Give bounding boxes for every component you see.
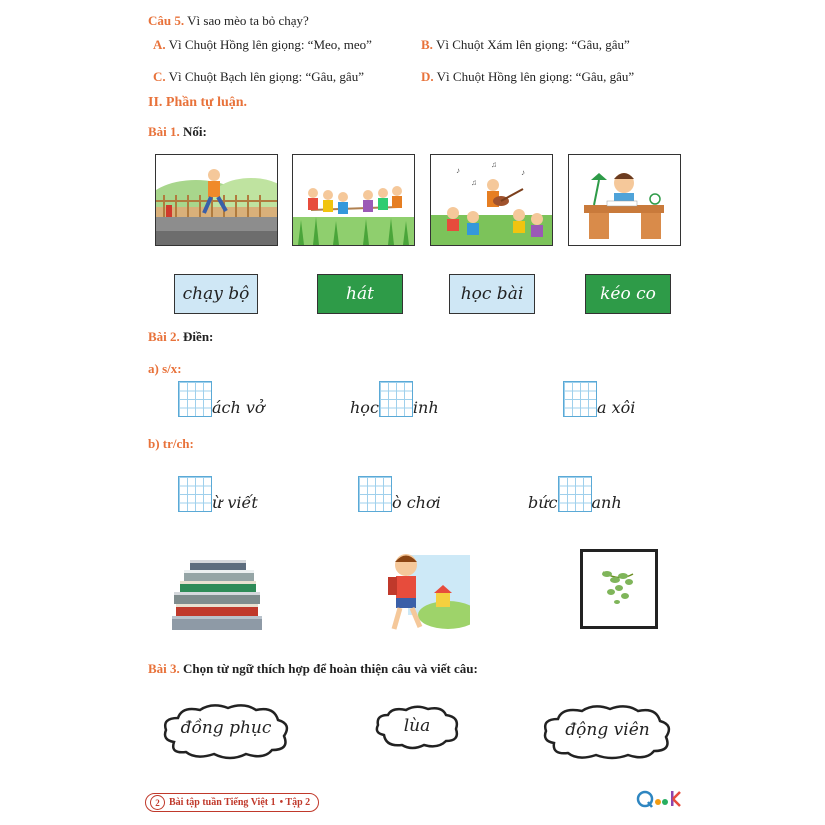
page-number: 2 xyxy=(150,795,165,810)
book-volume: • Tập 2 xyxy=(279,797,311,808)
word-box-hoc-bai[interactable]: học bài xyxy=(449,274,535,314)
exercise-2-label: Bài 2. xyxy=(148,329,180,344)
fill-item-a2 xyxy=(350,381,439,417)
option-a-letter: A. xyxy=(153,37,166,52)
exercise-3-label: Bài 3. xyxy=(148,661,180,676)
boy-with-backpack-picture xyxy=(378,545,470,635)
exercise-3-heading xyxy=(148,661,478,677)
fill-item-a1-after: ách vở xyxy=(212,398,265,417)
children-playing-picture xyxy=(292,154,415,246)
cloud-lua[interactable] xyxy=(372,703,462,751)
exercise-2-heading xyxy=(148,329,213,345)
cloud-dong-phuc-text: đồng phục xyxy=(180,718,272,738)
fill-item-a3 xyxy=(563,381,635,417)
fill-item-b1 xyxy=(178,476,258,512)
word-box-keo-co[interactable]: kéo co xyxy=(585,274,671,314)
svg-text:♪: ♪ xyxy=(456,166,460,175)
fill-item-b3 xyxy=(528,476,622,512)
children-singing-picture xyxy=(430,154,553,246)
boy-studying-picture xyxy=(568,154,681,246)
letter-grid-box[interactable] xyxy=(358,476,392,512)
letter-grid-box[interactable] xyxy=(563,381,597,417)
book-title: Bài tập tuần Tiếng Việt 1 xyxy=(169,797,276,808)
word-box-hat[interactable]: hát xyxy=(317,274,403,314)
svg-text:♫: ♫ xyxy=(491,160,497,169)
fill-item-a3-after: a xôi xyxy=(597,398,636,417)
option-b[interactable] xyxy=(421,37,630,53)
letter-grid-box[interactable] xyxy=(558,476,592,512)
fill-item-a2-before: học xyxy=(350,398,379,417)
question-5 xyxy=(148,13,309,29)
section-title: II. Phần tự luận. xyxy=(148,95,248,110)
option-c-letter: C. xyxy=(153,69,166,84)
exercise-1-title: Nối: xyxy=(183,124,207,139)
option-a[interactable] xyxy=(153,37,372,53)
footer-book-title xyxy=(145,793,319,812)
exercise-2-title: Điền: xyxy=(183,329,214,344)
option-c-text: Vì Chuột Bạch lên giọng: “Gâu, gâu” xyxy=(168,69,364,84)
svg-text:♫: ♫ xyxy=(471,178,477,187)
fill-item-b3-before: bức xyxy=(528,493,558,512)
option-b-text: Vì Chuột Xám lên giọng: “Gâu, gâu” xyxy=(435,37,630,52)
option-d-text: Vì Chuột Hồng lên giọng: “Gâu, gâu” xyxy=(436,69,635,84)
running-child-picture xyxy=(155,154,278,246)
option-c[interactable] xyxy=(153,69,364,85)
exercise-3-title: Chọn từ ngữ thích hợp để hoàn thiện câu và viết câu: xyxy=(183,661,478,676)
letter-grid-box[interactable] xyxy=(178,476,212,512)
option-d-letter: D. xyxy=(421,69,434,84)
framed-plant-picture xyxy=(580,549,658,629)
option-d[interactable] xyxy=(421,69,634,85)
exercise-1-heading xyxy=(148,124,207,140)
part-a-label: a) s/x: xyxy=(148,361,182,376)
stack-of-books-picture xyxy=(166,552,266,634)
question-5-label: Câu 5. xyxy=(148,13,185,28)
option-b-letter: B. xyxy=(421,37,433,52)
fill-item-b2 xyxy=(358,476,441,512)
part-b-label: b) tr/ch: xyxy=(148,436,194,451)
qbook-logo xyxy=(636,788,686,810)
option-a-text: Vì Chuột Hồng lên giọng: “Meo, meo” xyxy=(168,37,372,52)
word-box-chay-bo[interactable]: chạy bộ xyxy=(174,274,258,314)
cloud-lua-text: lùa xyxy=(403,716,431,736)
fill-item-b3-after: anh xyxy=(591,493,622,512)
svg-text:♪: ♪ xyxy=(521,168,525,177)
exercise-1-label: Bài 1. xyxy=(148,124,180,139)
fill-item-b1-after: ừ viết xyxy=(212,493,258,512)
cloud-dong-vien[interactable] xyxy=(540,703,675,761)
fill-item-b2-after: ò chơi xyxy=(392,493,441,512)
fill-item-a1 xyxy=(178,381,265,417)
cloud-dong-phuc[interactable] xyxy=(160,700,292,762)
letter-grid-box[interactable] xyxy=(379,381,413,417)
question-5-text: Vì sao mèo ta bỏ chạy? xyxy=(187,13,309,28)
fill-item-a2-after: inh xyxy=(412,398,439,417)
letter-grid-box[interactable] xyxy=(178,381,212,417)
cloud-dong-vien-text: động viên xyxy=(565,720,650,740)
